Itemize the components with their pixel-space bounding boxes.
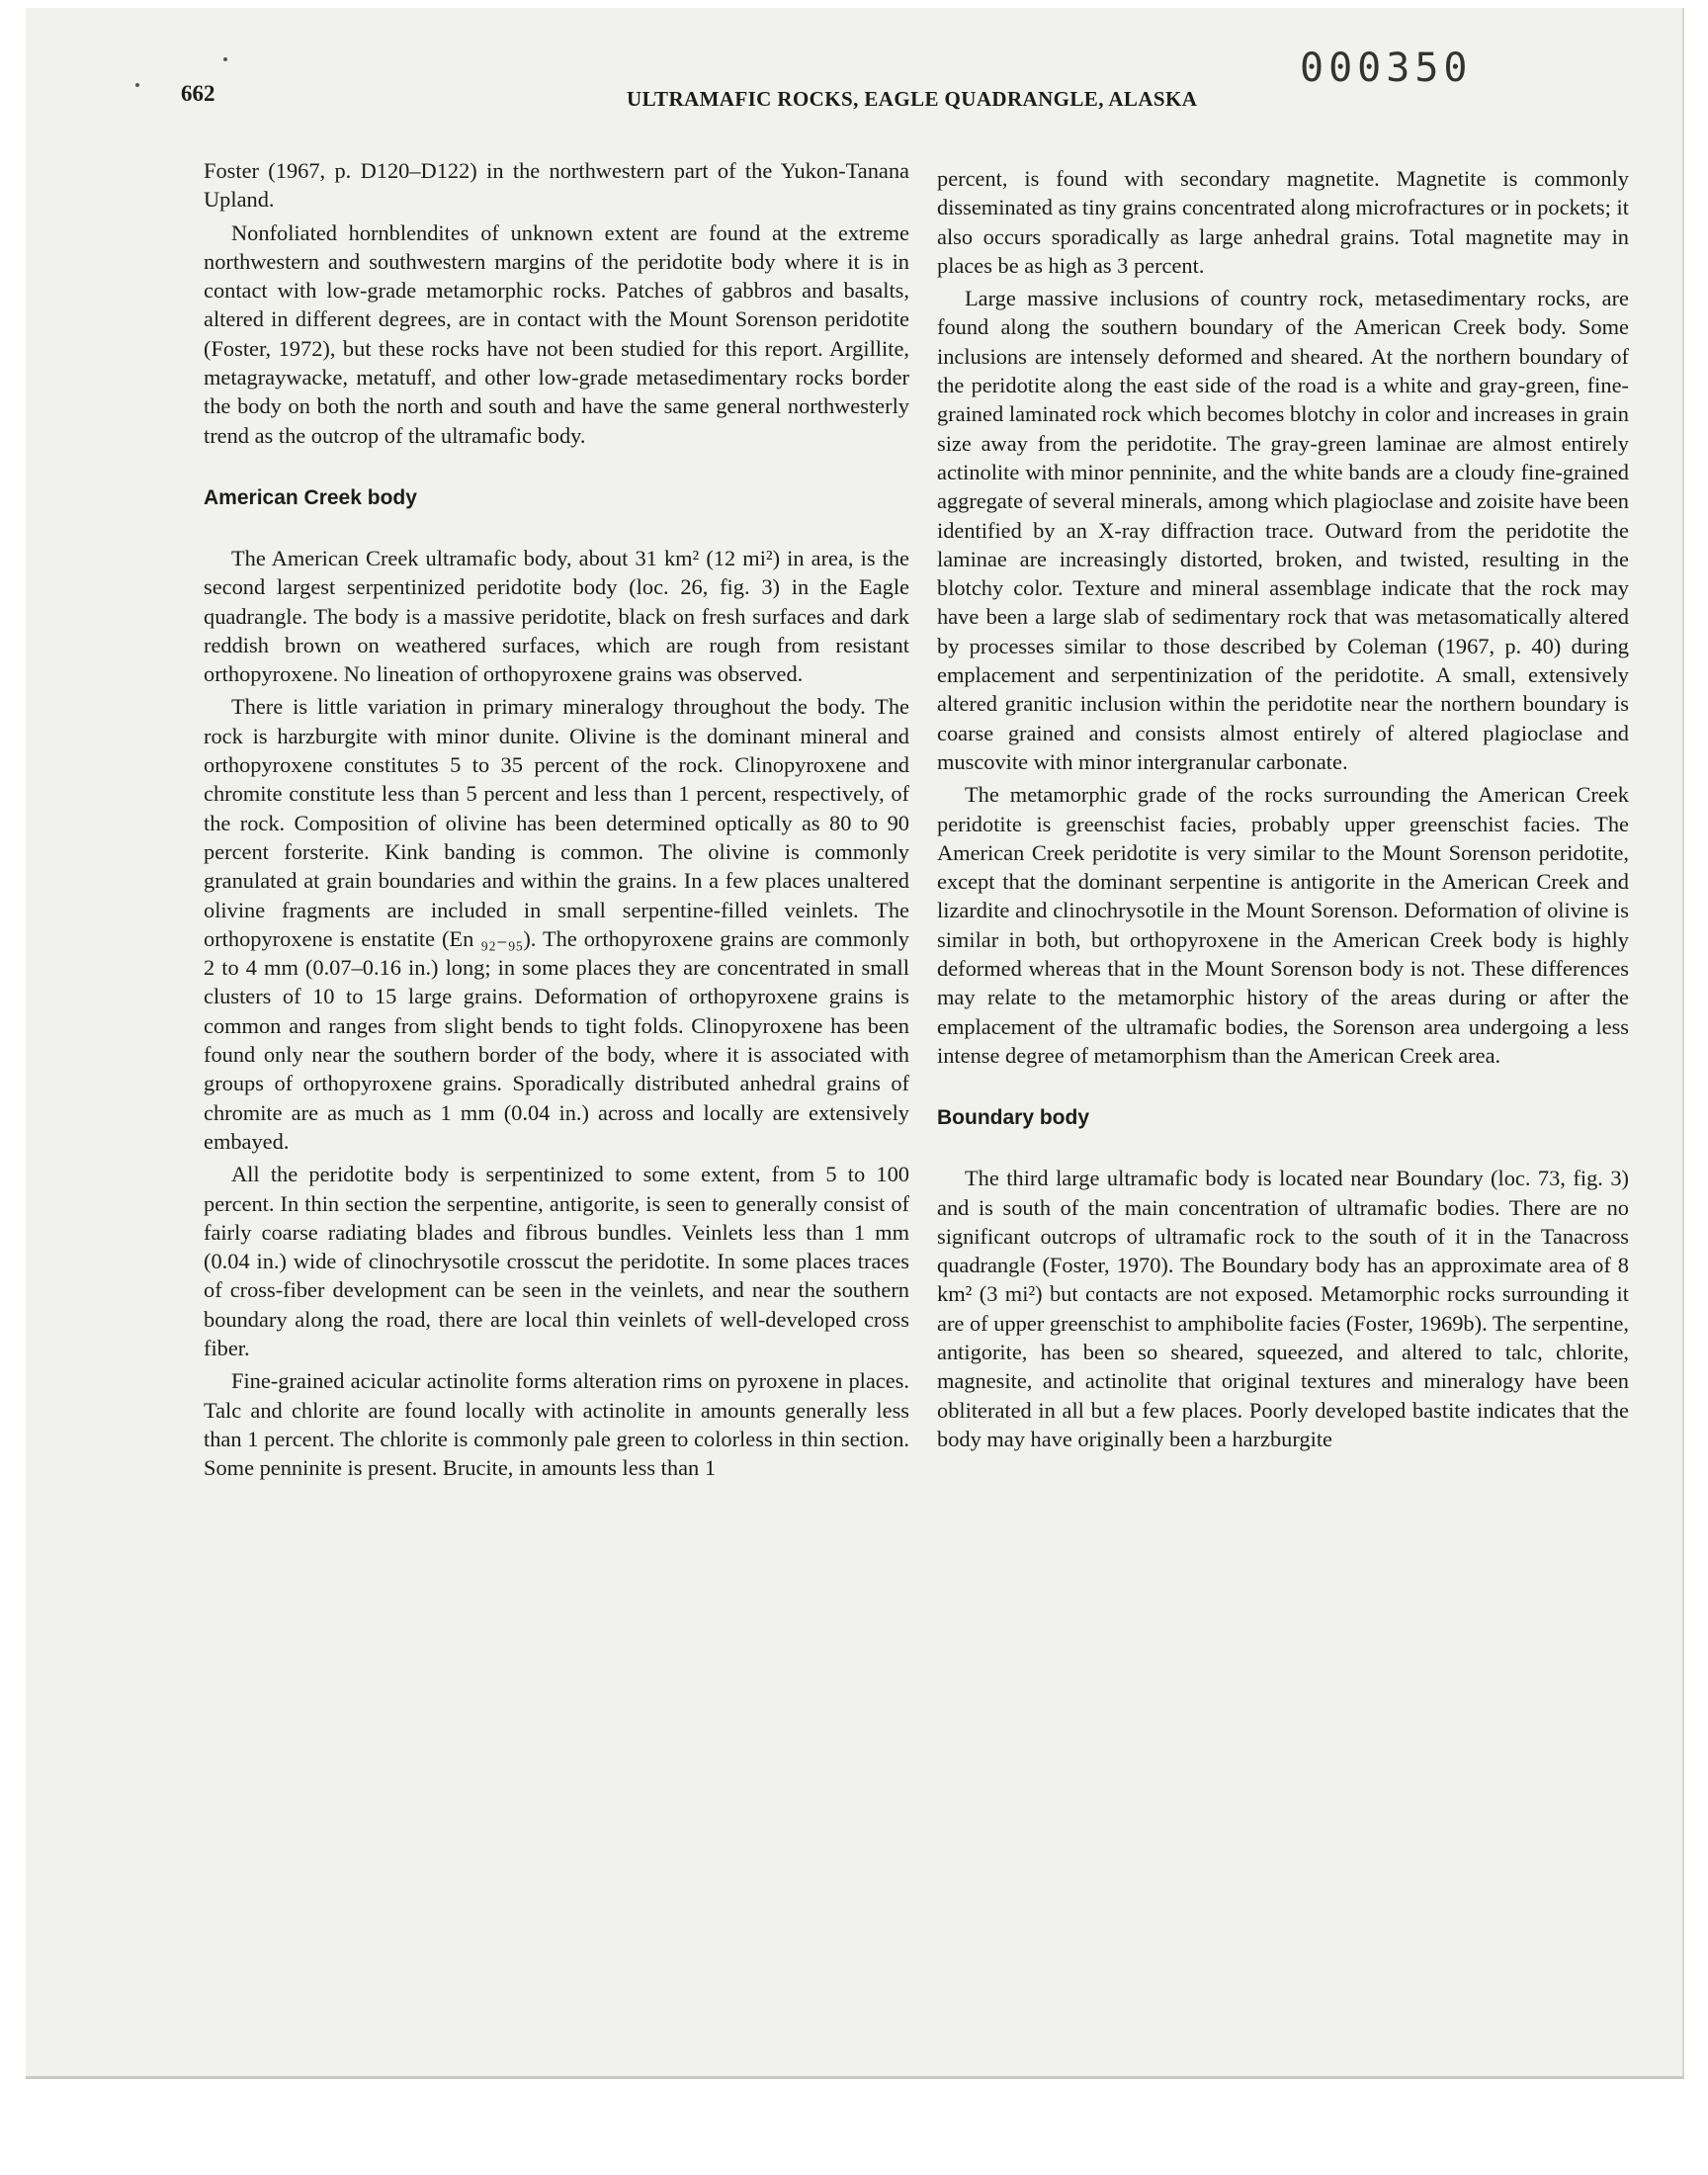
document-stamp-number: 000350 [1300,45,1473,91]
running-head: ULTRAMAFIC ROCKS, EAGLE QUADRANGLE, ALASKA [627,87,1198,111]
paragraph: Nonfoliated hornblendites of unknown extent are found at the extreme northwestern and southwestern margins of the peridotite body where it is in contact with low-grade metamorphic rocks. Patches of gabbros and basalts, altered in different degrees, are in contact with the Mount Sorenson peridotite (Foster, 1972), but these rocks have not been studied for this report. Argillite, metagraywacke, metatuff, and other low-grade metasedimentary rocks border the body on both the north and south and have the same general northwesterly trend as the outcrop of the ultramafic body. [204,219,909,448]
paragraph: Foster (1967, p. D120–D122) in the northwestern part of the Yukon-Tanana Upland. [204,158,909,213]
paragraph: The third large ultramafic body is located near Boundary (loc. 73, fig. 3) and is south of the main concentration of ultramafic bodies. There are no significant outcrops of ultramafic rock to the south of it in the Tanacross quadrangle (Foster, 1970). The Boundary body has an approximate area of 8 km² (3 mi²) but contacts are not exposed. Metamorphic rocks surrounding it are of upper greenschist to amphibolite facies (Foster, 1969b). The serpentine, antigorite, has been so sheared, squeezed, and altered to talc, chlorite, magnesite, and actinolite that original textures and mineralogy have been obliterated in all but a few places. Poorly developed bastite indicates that the body may have originally been a harzburgite [937,1166,1629,1451]
paragraph: The metamorphic grade of the rocks surrounding the American Creek peridotite is greenschist facies, probably upper greenschist facies. The American Creek peridotite is very similar to the Mount Sorenson peridotite, except that the dominant serpentine is antigorite in the American Creek and lizardite and clinochrysotile in the Mount Sorenson. Deformation of olivine is similar in both, but orthopyroxene in the American Creek body is highly deformed whereas that in the Mount Sorenson body is not. These differences may relate to the metamorphic history of the areas during or after the emplacement of the ultramafic bodies, the Sorenson area undergoing a less intense degree of metamorphism than the American Creek area. [937,782,1629,1068]
paragraph: There is little variation in primary mineralogy throughout the body. The rock is harzburgite with minor dunite. Olivine is the dominant mineral and orthopyroxene constitutes 5 to 35 percent of the rock. Clinopyroxene and chromite constitute less than 5 percent and less than 1 percent, respectively, of the rock. Composition of olivine has been determined optically as 80 to 90 percent forsterite. Kink banding is common. The olivine is commonly granulated at grain boundaries and within the grains. In a few places unaltered olivine fragments are included in small serpentine-filled veinlets. The orthopyroxene is enstatite (En ₉₂₋₉₅). The orthopyroxene grains are commonly 2 to 4 mm (0.07–0.16 in.) long; in some places they are concentrated in small clusters of 10 to 15 large grains. Deformation of orthopyroxene grains is common and ranges from slight bends to tight folds. Clinopyroxene has been found only near the southern border of the body, where it is associated with groups of orthopyroxene grains. Sporadically distributed anhedral grains of chromite are as much as 1 mm (0.04 in.) across and locally are extensively embayed. [204,694,909,1154]
right-column [937,164,1629,1457]
paragraph: All the peridotite body is serpentinized to some extent, from 5 to 100 percent. In thin section the serpentine, antigorite, is seen to generally consist of fairly coarse radiating blades and fibrous bundles. Veinlets less than 1 mm (0.04 in.) wide of clinochrysotile crosscut the peridotite. In some places traces of cross-fiber development can be seen in the veinlets, and near the southern boundary along the road, there are local thin veinlets of well-developed cross fiber. [204,1162,909,1360]
scan-speck [223,57,227,61]
paragraph: Large massive inclusions of country rock, metasedimentary rocks, are found along the southern boundary of the American Creek body. Some inclusions are intensely deformed and sheared. At the northern boundary of the peridotite along the east side of the road is a white and gray-green, fine-grained laminated rock which becomes blotchy in color and increases in grain size away from the peridotite. The gray-green laminae are almost entirely actinolite with minor penninite, and the white bands are a cloudy fine-grained aggregate of several minerals, among which plagioclase and zoisite have been identified by an X-ray diffraction trace. Outward from the peridotite the laminae are increasingly distorted, broken, and twisted, resulting in the blotchy color. Texture and mineral assemblage indicate that the rock may have been a large slab of sedimentary rock that was metasomatically altered by processes similar to those described by Coleman (1967, p. 40) during emplacement and serpentinization of the peridotite. A small, extensively altered granitic inclusion within the peridotite near the northern boundary is coarse grained and consists almost entirely of altered plagioclase and muscovite with minor intergranular carbonate. [937,286,1629,774]
scan-speck [135,83,139,87]
section-heading: American Creek body [204,485,417,509]
paragraph: The American Creek ultramafic body, about 31 km² (12 mi²) in area, is the second largest serpentinized peridotite body (loc. 26, fig. 3) in the Eagle quadrangle. The body is a massive peridotite, black on fresh surfaces and dark reddish brown on weathered surfaces, which are rough from resistant orthopyroxene. No lineation of orthopyroxene grains was observed. [204,545,909,687]
left-column [204,156,909,1486]
page-number: 662 [181,81,215,106]
paragraph: percent, is found with secondary magnetite. Magnetite is commonly disseminated as tiny grains concentrated along microfractures or in pockets; it also occurs sporadically as large anhedral grains. Total magnetite may in places be as high as 3 percent. [937,166,1629,278]
section-heading: Boundary body [937,1106,1090,1130]
paragraph: Fine-grained acicular actinolite forms alteration rims on pyroxene in places. Talc and chlorite are found locally with actinolite in amounts generally less than 1 percent. The chlorite is commonly pale green to colorless in thin section. Some penninite is present. Brucite, in amounts less than 1 [204,1368,909,1481]
